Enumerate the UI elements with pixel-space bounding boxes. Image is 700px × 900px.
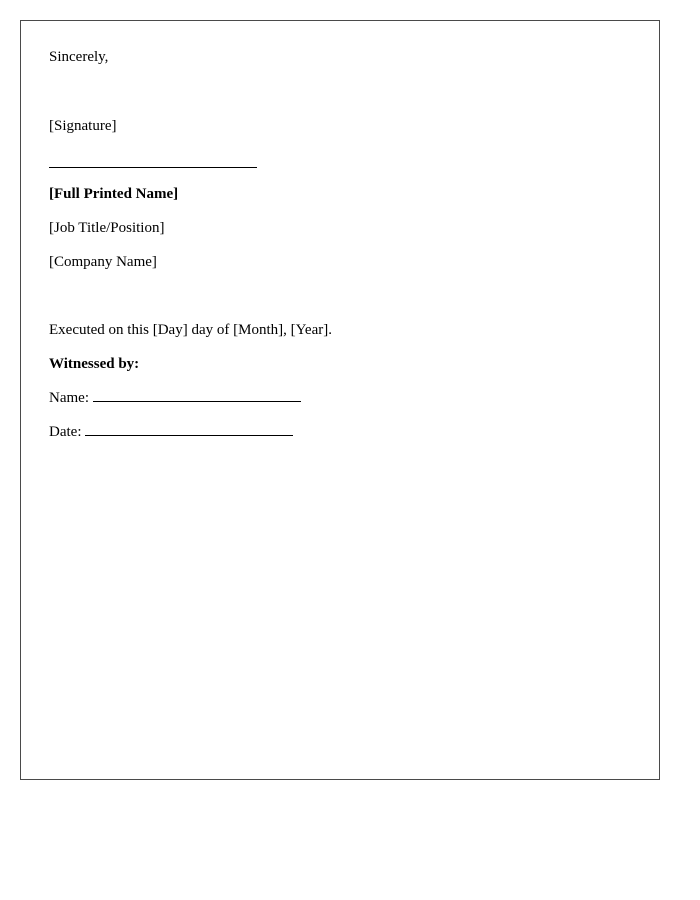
signature-placeholder: [Signature] xyxy=(49,118,117,134)
executed-statement: Executed on this [Day] day of [Month], [Year]. xyxy=(49,322,332,338)
witness-date-blank xyxy=(85,423,293,436)
witness-name-label: Name: xyxy=(49,390,89,406)
company-name: [Company Name] xyxy=(49,254,157,270)
witness-date-label: Date: xyxy=(49,424,82,440)
job-title: [Job Title/Position] xyxy=(49,220,165,236)
closing-text: Sincerely, xyxy=(49,49,109,65)
witness-date-row xyxy=(49,422,293,442)
letter-page xyxy=(20,20,660,780)
witness-name-row xyxy=(49,388,301,408)
signature-line xyxy=(49,167,257,168)
witnessed-by-heading: Witnessed by: xyxy=(49,356,140,372)
witness-name-blank xyxy=(93,389,301,402)
full-printed-name: [Full Printed Name] xyxy=(49,186,179,202)
